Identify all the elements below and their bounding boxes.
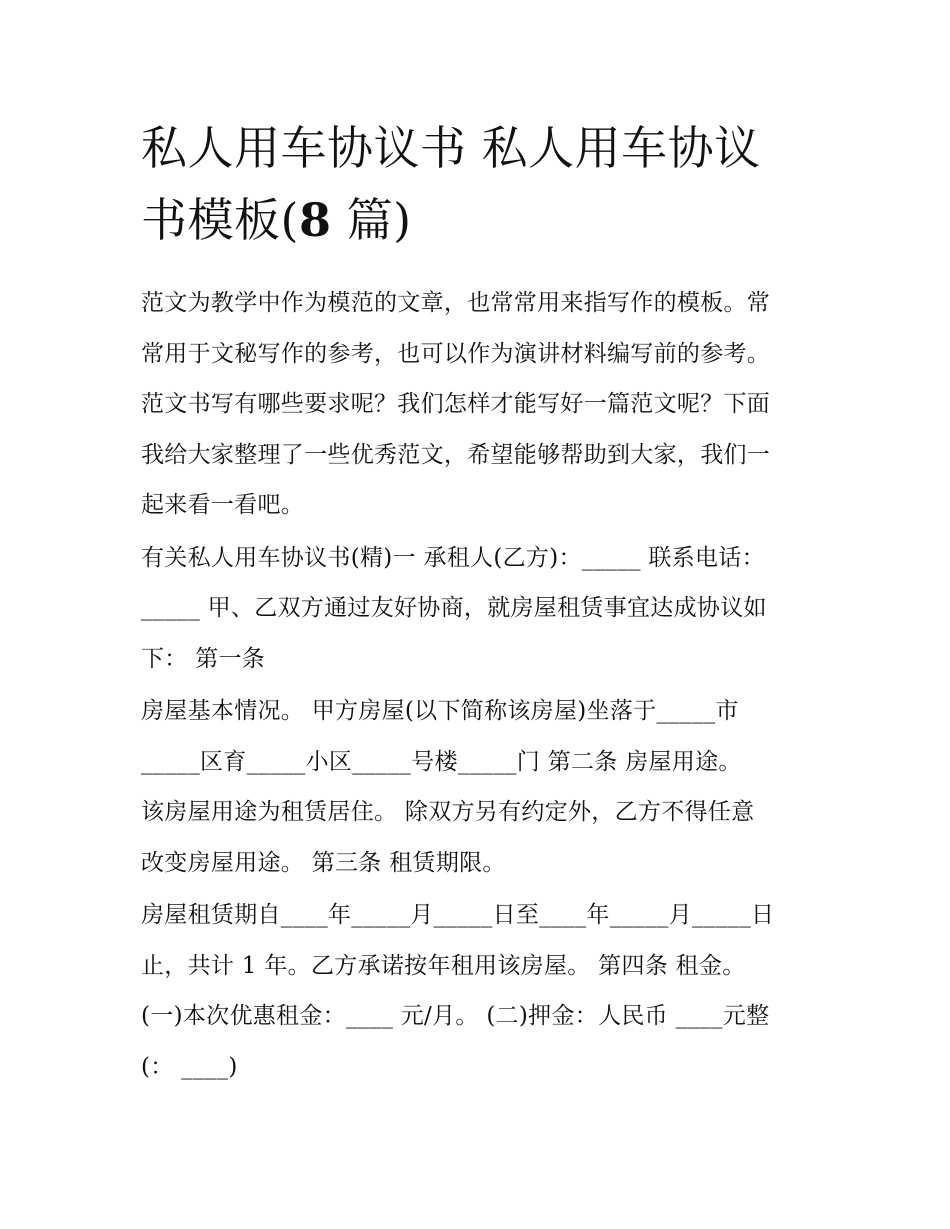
title-line-2-prefix: 书模板( — [141, 193, 299, 247]
document-title — [141, 112, 816, 256]
title-line-1: 私人用车协议书 私人用车协议 — [141, 121, 761, 175]
document-body — [141, 112, 816, 1092]
agreement-parties-paragraph: 有关私人用车协议书(精)一 承租人(乙方)：_____ 联系电话： _____ 甲、乙双方通过友好协商，就房屋租赁事宜达成协议如 下： 第一条 — [141, 544, 767, 672]
lease-term-paragraph: 房屋租赁期自____年_____月_____日至____年_____月_____日 止，共计 1 年。乙方承诺按年租用该房屋。 第四条 租金。 (一)本次优惠租金：____ 元/月。 (二)押金：人民币 ____元整 (： ____) — [141, 902, 775, 1080]
title-line-2-suffix: 篇) — [331, 193, 412, 247]
property-info-paragraph: 房屋基本情况。 甲方房屋(以下简称该房屋)坐落于_____市 _____区育_____小区_____号楼_____门 第二条 房屋用途。 该房屋用途为租赁居住。 除双方另有约定外，乙方不得任意 改变房屋用途。 第三条 租赁期限。 — [141, 698, 755, 876]
intro-paragraph: 范文为教学中作为模范的文章，也常常用来指写作的模板。常 常用于文秘写作的参考，也可以作为演讲材料编写前的参考。 范文书写有哪些要求呢？我们怎样才能写好一篇范文呢？下面 我给大家整理了一些优秀范文，希望能够帮助到大家，我们一 起来看一看吧。 — [141, 290, 771, 518]
title-line-2-number: 8 — [298, 193, 332, 247]
